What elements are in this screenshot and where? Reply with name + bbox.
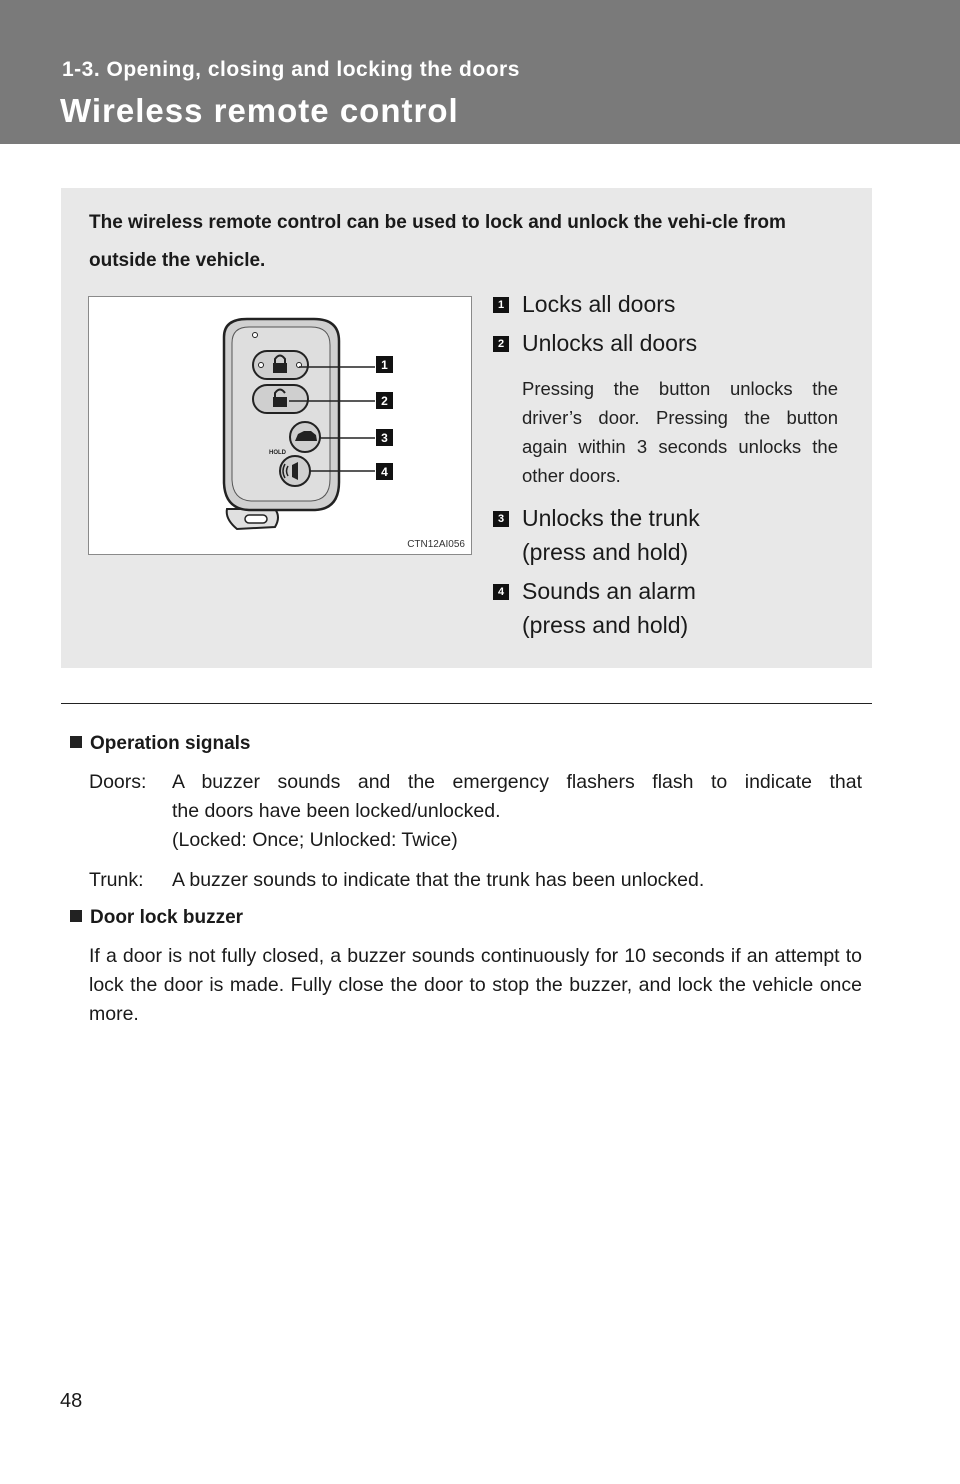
item-text-unlock: Unlocks all doors	[522, 330, 698, 356]
item-text-trunk: Unlocks the trunk	[522, 505, 700, 531]
item-text-alarm-hold: (press and hold)	[522, 612, 689, 638]
trunk-label: Trunk:	[89, 869, 144, 891]
item-badge-4: 4	[493, 584, 509, 600]
operation-signals-heading	[70, 733, 250, 755]
doors-text-line1: A buzzer sounds and the emergency flashers flash to indicate that	[172, 771, 862, 793]
door-lock-buzzer-heading-text: Door lock buzzer	[90, 907, 244, 928]
callout-3: 3	[376, 429, 393, 446]
section-label: 1-3. Opening, closing and locking the doors	[62, 58, 520, 81]
item-badge-3: 3	[493, 511, 509, 527]
key-fob-drawing	[89, 297, 473, 556]
doors-text-line2: the doors have been locked/unlocked.	[172, 800, 501, 822]
item-text-alarm: Sounds an alarm	[522, 578, 696, 604]
hold-label: HOLD	[269, 450, 286, 456]
lock-dot-left	[259, 363, 264, 368]
callout-4: 4	[376, 463, 393, 480]
indicator-led-shape	[253, 333, 258, 338]
item-badge-2: 2	[493, 336, 509, 352]
square-bullet-icon	[70, 910, 82, 922]
operation-signals-heading-text: Operation signals	[90, 733, 251, 754]
callout-2: 2	[376, 392, 393, 409]
page-title: Wireless remote control	[60, 92, 459, 129]
trunk-text: A buzzer sounds to indicate that the trunk has been unlocked.	[172, 869, 705, 891]
door-lock-buzzer-heading	[70, 907, 243, 929]
doors-label: Doors:	[89, 771, 147, 793]
item-badge-1: 1	[493, 297, 509, 313]
callout-1: 1	[376, 356, 393, 373]
chapter-header	[0, 0, 960, 144]
door-lock-buzzer-text: If a door is not fully closed, a buzzer sounds continuously for 10 seconds if an attempt to lock the door is made. Fully close the door to stop the buzzer, and lock the vehicle once more.	[89, 945, 862, 1025]
intro-text: The wireless remote control can be used to lock and unlock the vehi-cle from outside the vehicle.	[89, 212, 786, 271]
item-text-lock: Locks all doors	[522, 291, 676, 317]
remote-illustration	[88, 296, 472, 555]
section-divider	[61, 703, 872, 704]
doors-text-line3: (Locked: Once; Unlocked: Twice)	[172, 829, 458, 851]
square-bullet-icon	[70, 736, 82, 748]
unlock-note: Pressing the button unlocks the driver’s door. Pressing the button again within 3 seconds unlocks the other doors.	[522, 378, 838, 486]
page-number: 48	[60, 1390, 83, 1412]
item-text-trunk-hold: (press and hold)	[522, 539, 689, 565]
key-slot-shape	[245, 515, 267, 523]
figure-code: CTN12AI056	[407, 539, 465, 550]
